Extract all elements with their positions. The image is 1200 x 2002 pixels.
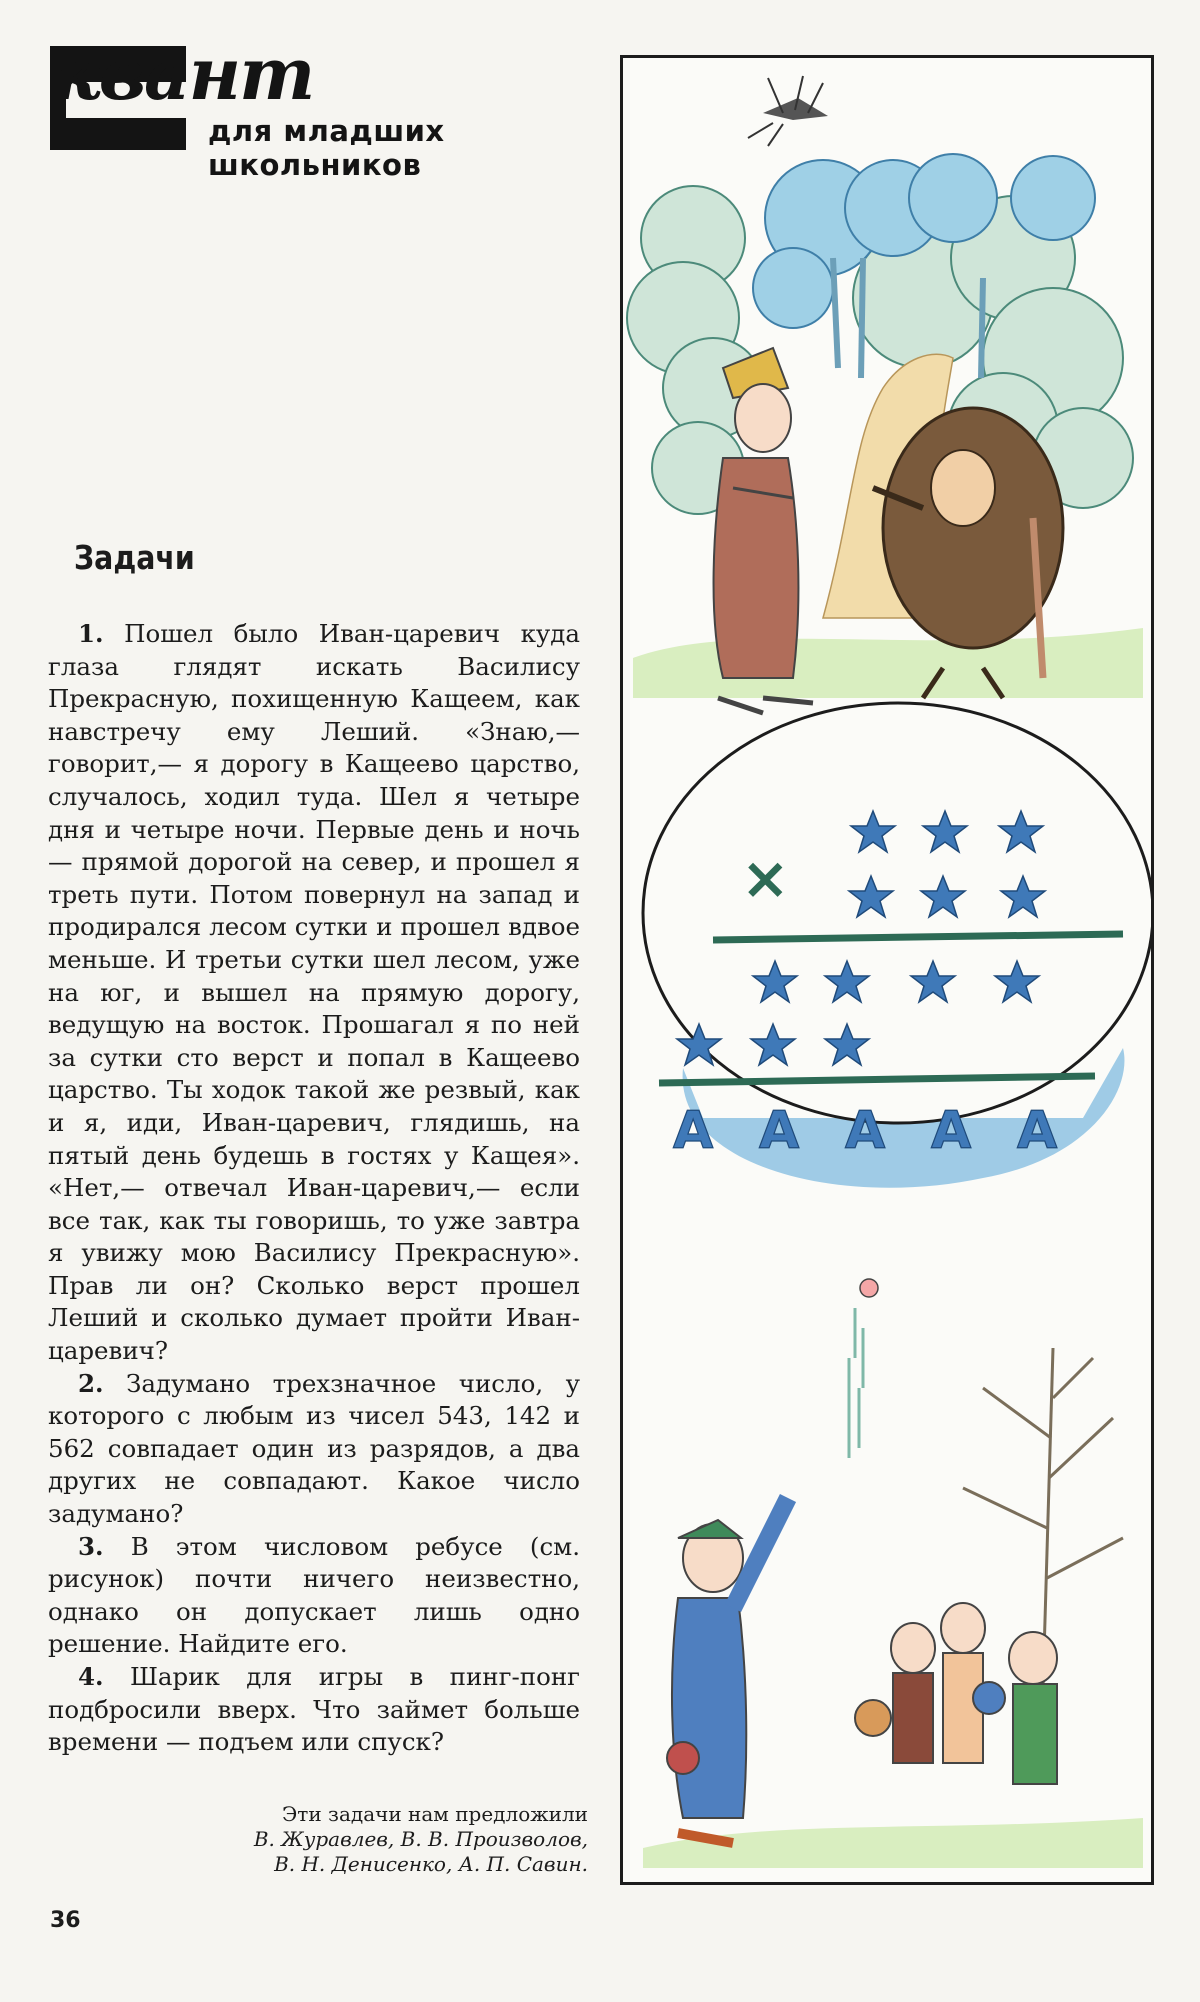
problem-4 xyxy=(48,1661,580,1759)
result-letter: A xyxy=(845,1101,886,1161)
children-group xyxy=(855,1603,1057,1784)
problem-1 xyxy=(48,618,580,1368)
bird-icon xyxy=(748,76,828,146)
problem-3 xyxy=(48,1531,580,1661)
problem-number: 4. xyxy=(78,1662,104,1691)
problem-text: Шарик для игры в пинг-понг подбросили вверх. Что займет больше времени — подъем или спуск? xyxy=(48,1662,580,1757)
credits-authors-1: В. Журавлев, В. В. Произволов, xyxy=(253,1827,588,1851)
problem-2 xyxy=(48,1368,580,1531)
section-title: Задачи xyxy=(74,538,195,577)
masthead-subtitle: для младших школьников xyxy=(208,114,445,182)
credits xyxy=(28,1802,588,1877)
problem-text: В этом числовом ребусе (см. рисунок) почти ничего неизвестно, однако он допускает лишь одно решение. Найдите его. xyxy=(48,1531,581,1659)
multiply-sign: × xyxy=(741,844,790,912)
problem-number: 3. xyxy=(78,1531,104,1561)
ping-pong-ball xyxy=(860,1279,878,1297)
illustration-panel xyxy=(620,55,1154,1885)
problem-text: Задумано трехзначное число, у которого с любым из чисел 543, 142 и 562 совпадает один из разрядов, а два других не совпадают. Какое число задумано? xyxy=(48,1368,580,1529)
problem-text: Пошел было Иван-царевич куда глаза глядят искать Василису Прекрасную, похищенную Кащеем, как навстречу ему Леший. «Знаю,— говорит,— я дорогу в Кащеево царство, случалось, ходил туда. Шел я четыре дня и четыре ночи. Первые день и ночь — прямой дорогой на север, и прошел я треть пути. Потом повернул на запад и продирался лесом сутки и прошел вдвое меньше. И третьи сутки шел лесом, уже на юг, и вышел на прямую дорогу, ведущую на восток. Прошагал я по ней за сутки сто верст и попал в Кащеево царство. Ты ходок такой же резвый, как и я, иди, Иван-царевич, глядишь, на пятый день будешь в гостях у Кащея». «Нет,— отвечал Иван-царевич,— если все так, как ты говоришь, то уже завтра я увижу мою Василису Прекрасную». Прав ли он? Сколько верст прошел Леший и сколько думает пройти Иван-царевич? xyxy=(48,619,580,1366)
result-letter: A xyxy=(673,1101,714,1161)
coach-figure xyxy=(667,1498,788,1843)
illustrations-svg xyxy=(623,58,1151,1882)
result-letter: A xyxy=(931,1101,972,1161)
problem-number: 2. xyxy=(78,1368,104,1398)
result-letter: A xyxy=(1017,1101,1058,1161)
masthead xyxy=(50,31,610,182)
rebus-bubble xyxy=(643,703,1151,1188)
bubble-outline xyxy=(643,703,1151,1123)
problem-number: 1. xyxy=(78,619,104,648)
result-letter: A xyxy=(759,1101,800,1161)
forest-scene xyxy=(627,76,1143,713)
logo-word: квант xyxy=(52,31,314,116)
page-number: 36 xyxy=(50,1908,81,1933)
credits-authors-2: В. Н. Денисенко, А. П. Савин. xyxy=(274,1852,588,1876)
problems-list xyxy=(48,618,580,1759)
ping-pong-scene xyxy=(643,1279,1143,1868)
credits-intro: Эти задачи нам предложили xyxy=(282,1802,588,1826)
motion-lines xyxy=(849,1308,863,1458)
